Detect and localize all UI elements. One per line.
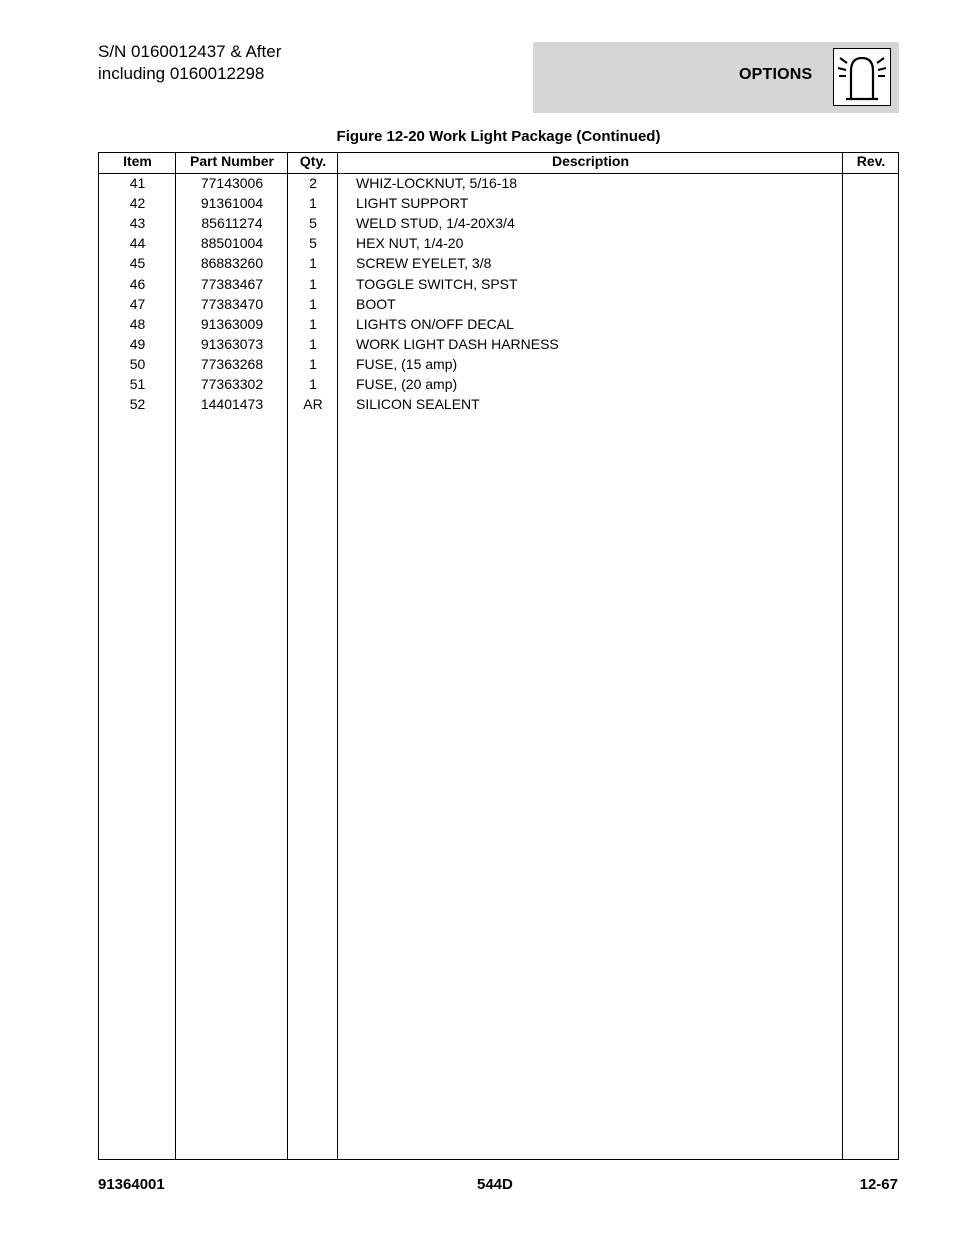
cell-description: BOOT	[356, 295, 396, 312]
cell-description: WELD STUD, 1/4-20X3/4	[356, 215, 515, 232]
cell-description: FUSE, (15 amp)	[356, 355, 458, 372]
cell-part-number: 88501004	[200, 235, 264, 252]
cell-item: 45	[129, 255, 146, 272]
table-row	[99, 314, 898, 334]
cell-qty: 1	[309, 355, 317, 372]
footer-doc-number: 91364001	[98, 1176, 165, 1193]
cell-part-number: 86883260	[200, 255, 264, 272]
cell-item: 47	[129, 295, 146, 312]
cell-part-number: 77363268	[200, 355, 264, 372]
cell-description: SCREW EYELET, 3/8	[356, 255, 492, 272]
table-row	[99, 394, 898, 414]
table-row	[99, 233, 898, 253]
cell-item: 42	[129, 195, 146, 212]
cell-description: FUSE, (20 amp)	[356, 376, 458, 392]
cell-part-number: 77143006	[200, 175, 264, 191]
cell-part-number: 91363009	[200, 315, 264, 332]
column-header-description: Description	[551, 153, 629, 169]
cell-part-number: 77383467	[200, 275, 264, 292]
table-row	[99, 173, 898, 193]
cell-description: TOGGLE SWITCH, SPST	[356, 275, 518, 292]
table-row	[99, 374, 898, 394]
table-row	[99, 334, 898, 354]
serial-line-1: S/N 0160012437 & After	[98, 42, 282, 61]
table-row	[99, 354, 898, 374]
column-header-part-number: Part Number	[189, 153, 275, 169]
cell-item: 44	[129, 235, 146, 252]
cell-qty: 1	[309, 195, 317, 212]
column-header-item: Item	[123, 153, 152, 169]
cell-description: HEX NUT, 1/4-20	[356, 235, 464, 252]
cell-qty: 2	[309, 175, 317, 191]
table-row	[99, 294, 898, 314]
cell-item: 51	[129, 376, 146, 392]
cell-item: 43	[129, 215, 146, 232]
section-tab	[533, 42, 899, 113]
cell-part-number: 77363302	[200, 376, 264, 392]
cell-item: 50	[129, 355, 146, 372]
cell-qty: 1	[309, 376, 317, 392]
table-row	[99, 274, 898, 294]
cell-part-number: 85611274	[201, 215, 263, 232]
cell-item: 48	[129, 315, 146, 332]
cell-qty: 1	[309, 315, 317, 332]
table-row	[99, 253, 898, 273]
cell-qty: 5	[309, 235, 317, 252]
serial-number-block	[98, 41, 281, 85]
table-row	[99, 213, 898, 233]
cell-description: LIGHTS ON/OFF DECAL	[356, 315, 514, 332]
column-header-qty: Qty.	[299, 153, 327, 169]
column-header-rev: Rev.	[856, 153, 886, 169]
section-label: OPTIONS	[739, 66, 813, 83]
cell-part-number: 91363073	[200, 335, 264, 352]
figure-title: Figure 12-20 Work Light Package (Continued)	[336, 128, 661, 145]
footer-page-number: 12-67	[859, 1176, 898, 1193]
cell-part-number: 14401473	[200, 396, 264, 413]
cell-part-number: 77383470	[200, 295, 264, 312]
cell-qty: 1	[309, 255, 317, 272]
parts-table	[98, 152, 899, 1160]
work-light-icon	[833, 48, 891, 106]
cell-description: WORK LIGHT DASH HARNESS	[356, 335, 559, 352]
cell-description: SILICON SEALENT	[356, 396, 480, 413]
cell-part-number: 91361004	[200, 195, 264, 212]
cell-description: LIGHT SUPPORT	[356, 195, 469, 212]
cell-item: 46	[129, 275, 146, 292]
cell-qty: AR	[303, 396, 323, 413]
cell-qty: 1	[309, 295, 317, 312]
cell-item: 41	[129, 175, 146, 191]
cell-qty: 1	[309, 335, 317, 352]
cell-description: WHIZ-LOCKNUT, 5/16-18	[356, 175, 518, 191]
cell-item: 52	[129, 396, 146, 413]
cell-qty: 5	[309, 215, 317, 232]
table-row	[99, 193, 898, 213]
cell-qty: 1	[309, 275, 317, 292]
footer-model: 544D	[477, 1176, 513, 1193]
cell-item: 49	[129, 335, 146, 352]
serial-line-2: including 0160012298	[98, 64, 265, 83]
